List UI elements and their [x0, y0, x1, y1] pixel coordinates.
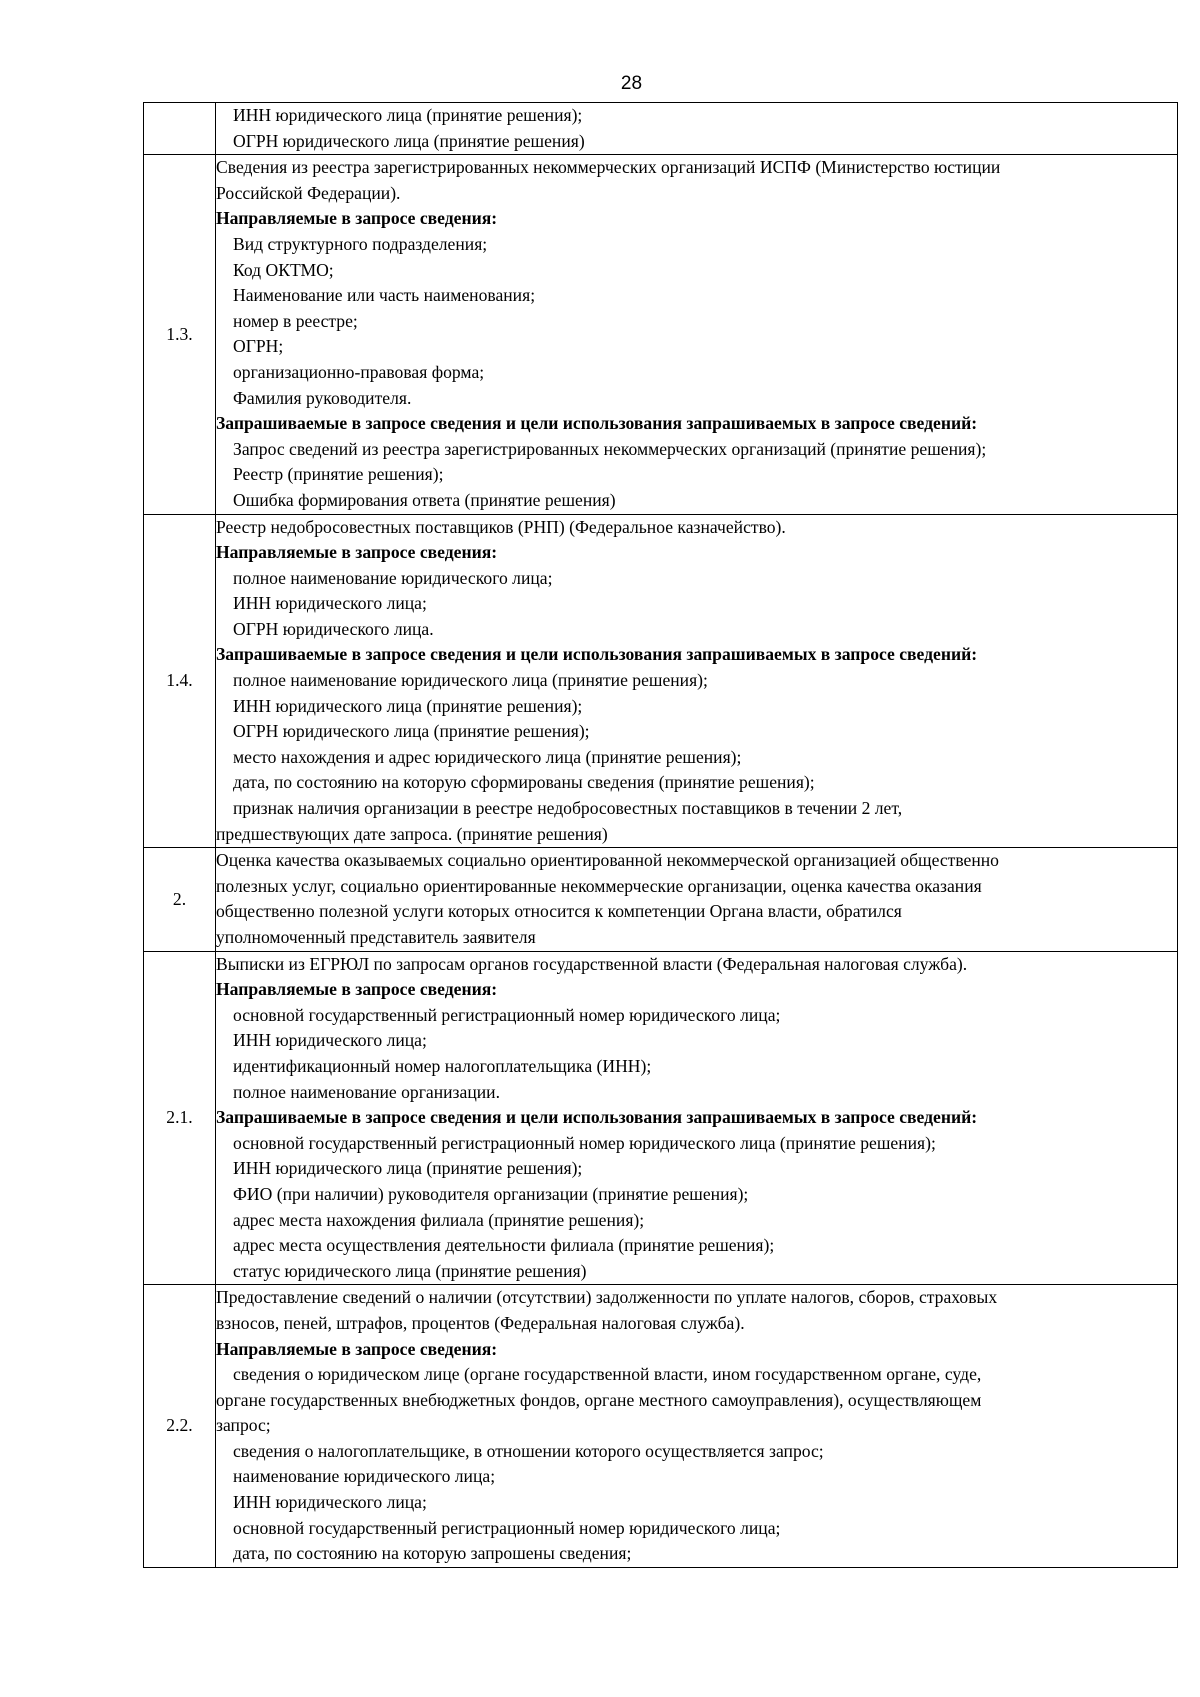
table-row [144, 951, 1178, 1285]
text-line: запрос; [216, 1415, 271, 1436]
text-line: Сведения из реестра зарегистрированных некоммерческих организаций ИСПФ (Министерство юстиции [216, 157, 1001, 178]
text-line: статус юридического лица (принятие решения) [233, 1260, 587, 1281]
row-number: 2.1. [144, 951, 216, 1285]
section-heading: Запрашиваемые в запросе сведения и цели использования запрашиваемых в запросе сведений: [216, 644, 978, 665]
text-line: основной государственный регистрационный номер юридического лица; [233, 1517, 781, 1538]
section-heading: Запрашиваемые в запросе сведения и цели использования запрашиваемых в запросе сведений: [216, 413, 978, 434]
row-content [216, 848, 1178, 951]
text-line: общественно полезной услуги которых относится к компетенции Органа власти, обратился [216, 901, 902, 922]
document-table-body [144, 103, 1178, 1568]
text-line: ОГРН юридического лица (принятие решения); [233, 721, 590, 742]
text-line: Оценка качества оказываемых социально ориентированной некоммерческой организацией общественно [216, 850, 999, 871]
text-line: ИНН юридического лица (принятие решения); [233, 695, 583, 716]
text-line: признак наличия организации в реестре недобросовестных поставщиков в течении 2 лет, [233, 798, 903, 819]
section-heading: Направляемые в запросе сведения: [216, 542, 498, 563]
text-line: Предоставление сведений о наличии (отсутствии) задолженности по уплате налогов, сборов, страховых [216, 1287, 998, 1308]
text-line: полезных услуг, социально ориентированные некоммерческие организации, оценка качества оказания [216, 875, 982, 896]
table-row [144, 848, 1178, 951]
text-line: ИНН юридического лица (принятие решения); [233, 105, 583, 125]
text-line: уполномоченный представитель заявителя [216, 927, 536, 947]
text-line: место нахождения и адрес юридического лица (принятие решения); [233, 746, 742, 767]
text-line: ОГРН юридического лица (принятие решения) [233, 130, 585, 151]
document-table [143, 102, 1178, 1568]
text-line: дата, по состоянию на которую запрошены сведения; [233, 1543, 632, 1564]
text-line: сведения о налогоплательщике, в отношении которого осуществляется запрос; [233, 1440, 824, 1461]
section-heading: Запрашиваемые в запросе сведения и цели использования запрашиваемых в запросе сведений: [216, 1107, 978, 1128]
text-line: основной государственный регистрационный номер юридического лица (принятие решения); [233, 1132, 936, 1153]
section-heading: Направляемые в запросе сведения: [216, 1338, 498, 1359]
text-line: органе государственных внебюджетных фондов, органе местного самоуправления), осуществляющем [216, 1389, 982, 1410]
text-line: адрес места осуществления деятельности филиала (принятие решения); [233, 1235, 775, 1256]
text-line: Вид структурного подразделения; [233, 233, 488, 254]
row-number: 2. [144, 848, 216, 951]
row-number: 1.3. [144, 155, 216, 514]
text-line: Реестр (принятие решения); [233, 464, 444, 485]
row-content [216, 514, 1178, 848]
text-line: адрес места нахождения филиала (принятие решения); [233, 1209, 645, 1230]
text-line: полное наименование организации. [233, 1081, 500, 1102]
text-line: ИНН юридического лица (принятие решения); [233, 1158, 583, 1179]
text-line: дата, по состоянию на которую сформированы сведения (принятие решения); [233, 772, 815, 793]
text-line: ИНН юридического лица; [233, 1492, 427, 1513]
text-line: основной государственный регистрационный номер юридического лица; [233, 1004, 781, 1025]
table-row [144, 514, 1178, 848]
row-content [216, 155, 1178, 514]
text-line: взносов, пеней, штрафов, процентов (Федеральная налоговая служба). [216, 1312, 745, 1333]
text-line: Наименование или часть наименования; [233, 285, 536, 306]
text-line: ОГРН; [233, 336, 284, 357]
table-row [144, 1285, 1178, 1568]
text-line: Фамилия руководителя. [233, 387, 412, 408]
text-line: наименование юридического лица; [233, 1466, 496, 1487]
text-line: ОГРН юридического лица. [233, 618, 434, 639]
text-line: номер в реестре; [233, 310, 358, 331]
table-row [144, 155, 1178, 514]
page-number: 28 [620, 73, 643, 94]
text-line: предшествующих дате запроса. (принятие решения) [216, 823, 608, 844]
section-heading: Направляемые в запросе сведения: [216, 979, 498, 1000]
text-line: Код ОКТМО; [233, 259, 334, 280]
row-number [144, 103, 216, 155]
text-line: Ошибка формирования ответа (принятие решения) [233, 489, 616, 510]
text-line: Выписки из ЕГРЮЛ по запросам органов государственной власти (Федеральная налоговая служба). [216, 953, 968, 974]
text-line: полное наименование юридического лица; [233, 567, 553, 588]
table-row [144, 103, 1178, 155]
text-line: сведения о юридическом лице (органе государственной власти, ином государственном органе, суде, [233, 1364, 982, 1385]
text-line: Реестр недобросовестных поставщиков (РНП) (Федеральное казначейство). [216, 516, 786, 537]
row-content [216, 103, 1178, 155]
text-line: организационно-правовая форма; [233, 361, 485, 382]
row-content [216, 951, 1178, 1285]
text-line: ФИО (при наличии) руководителя организации (принятие решения); [233, 1183, 749, 1204]
text-line: ИНН юридического лица; [233, 1030, 427, 1051]
text-line: ИНН юридического лица; [233, 593, 427, 614]
text-line: Российской Федерации). [216, 182, 401, 203]
text-line: идентификационный номер налогоплательщика (ИНН); [233, 1055, 652, 1076]
text-line: Запрос сведений из реестра зарегистрированных некоммерческих организаций (принятие решения); [233, 438, 987, 459]
text-line: полное наименование юридического лица (принятие решения); [233, 670, 708, 691]
row-content [216, 1285, 1178, 1568]
section-heading: Направляемые в запросе сведения: [216, 208, 498, 229]
row-number: 2.2. [144, 1285, 216, 1568]
row-number: 1.4. [144, 514, 216, 848]
